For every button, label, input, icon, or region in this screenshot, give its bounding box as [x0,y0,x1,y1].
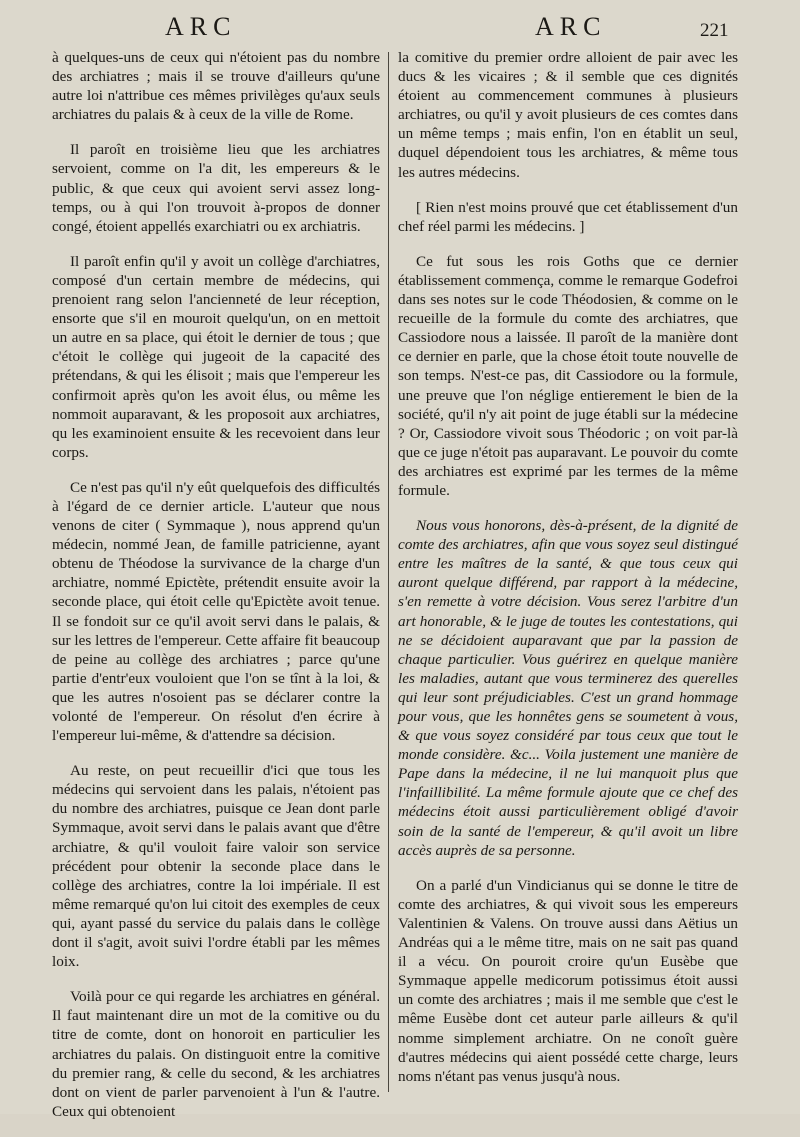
paragraph: Au reste, on peut recueillir d'ici que tous les médecins qui servoient dans les palais, n'étoient pas du nombre des archiatres, puisque ce Jean dont parle Symmaque, avoit servi dans le palais avant que d'être archiatre, & qu'il vouloit faire valoir son service précédent pour obtenir la seconde place dans le collège des archiatres, contre la loi impériale. Il est même remarqué qu'on lui citoit des exemples de ceux qui, ayant passé du service du palais dans le collège dont il s'agit, avoit suivi l'ordre établi par les mêmes loix. [52,762,380,971]
right-column [398,48,738,1102]
paragraph: Ce fut sous les rois Goths que ce dernier établissement commença, comme le remarque Godefroi dans ses notes sur le code Théodosien, & comme on le recueille de la formule du comte des archiatres, que Cassiodore nous a laissée. Il paroît de la manière dont ce dernier en parle, que la chose étoit toute nouvelle de son temps. N'est-ce pas, dit Cassiodore ou la formule, une preuve que l'on néglige entierement le bien de la société, qu'il n'y ait point de juge établi sur la médecine ? Or, Cassiodore vivoit sous Théodoric ; on voit par-là que ce juge n'étoit pas auparavant. Le pouvoir du comte des archiatres est exprimé par les termes de la même formule. [398,252,738,499]
paragraph: Voilà pour ce qui regarde les archiatres en général. Il faut maintenant dire un mot de la comitive ou du titre de comte, dont on honoroit en particulier les archiatres du palais. On distinguoit entre la comitive du premier rang, & celle du second, & les archiatres dont on vient de parler parvenoient à l'un & l'autre. Ceux qui obtenoient [52,988,380,1120]
header-left-title: ARC [165,12,237,41]
paragraph: Il paroît enfin qu'il y avoit un collège d'archiatres, composé d'un certain membre de médecins, qui prenoient rang selon l'ancienneté de leur réception, ensorte que s'il en mouroit quelqu'un, on en mettoit un autre en sa place, qui étoit le dernier de tous ; que c'étoit le collège qui jugeoit de la capacité des prétendans, & qui les élisoit ; mais que l'empereur les confirmoit après qu'on les avoit élus, ou même les nommoit auparavant, & les proposoit aux archiatres, qu les examinoient ensuite & les recevoient dans leur corps. [52,252,380,461]
left-column [52,48,380,1137]
editorial-note: [ Rien n'est moins prouvé que cet établissement d'un chef réel parmi les médecins. ] [398,198,738,235]
paragraph: à quelques-uns de ceux qui n'étoient pas du nombre des archiatres ; mais il se trouve d'ailleurs qu'une autre loi n'attribue ces mêmes privilèges qu'aux seuls archiatres du palais & à ceux de la ville de Rome. [52,49,380,124]
paragraph: Il paroît en troisième lieu que les archiatres servoient, comme on l'a dit, les empereurs & le public, & que ceux qui avoient servi assez long-temps, ou à qui l'on trouvoit à-propos de donner congé, étoient appellés exarchiatri ou ex archiatris. [52,141,380,235]
paragraph: Ce n'est pas qu'il n'y eût quelquefois des difficultés à l'égard de ce dernier article. L'auteur que nous venons de citer ( Symmaque ), nous apprend qu'un médecin, nommé Jean, de famille patricienne, ayant obtenu de Théodose la survivance de la charge d'un archiatre, nommé Epictète, prétendit ensuite avoir la seconde place, qui étoit celle qu'Epictète avoit tenue. Il se fondoit sur ce qu'il avoit servi dans le palais, & sur les lettres de l'empereur. Cette affaire fit beaucoup de peine au collège des archiatres ; parce qu'une partie d'entr'eux vouloient que l'on se tînt à la loi, & que les autres n'osoient pas se déclarer contre la volonté de l'empereur. On résolut d'en écrire à l'empereur lui-même, & d'attendre sa décision. [52,478,380,745]
header-right-title: ARC [535,12,607,41]
column-divider [388,52,389,1092]
paragraph: la comitive du premier ordre alloient de pair avec les ducs & les vicaires ; & il semble que ces dignités étoient au commencement communes à plusieurs archiatres, ou qu'il y avoit plusieurs de ces comtes dans un même temps ; mais enfin, l'on en établit un seul, duquel dépendoient tous les archiatres, & même tous les autres médecins. [398,49,738,181]
quoted-formula: Nous vous honorons, dès-à-présent, de la dignité de comte des archiatres, afin que vous soyez seul distingué entre les maîtres de la santé, & que tous ceux qui auront quelque différend, par rapport à la médecine, s'en remette à votre décision. Vous serez l'arbitre d'un art honorable, & le juge de toutes les contestations, qui ne se décidoient auparavant que par la passion de chaque particulier. Vous guérirez en quelque manière les maladies, autant que vous terminerez des querelles qui leur sont préjudiciables. C'est un grand hommage pour vous, que les honnêtes gens se soumetent à vous, & que vous soyez considéré par tous ceux que tout le monde considère. &c... Voila justement une manière de Pape dans la médecine, il ne lui manquoit plus que l'infaillibilité. La même formule ajoute que ce chef des médecins étoit aussi particulièrement obligé d'avoir soin de la santé de l'empereur, & qu'il avoit un libre accès auprès de sa personne. [398,517,738,859]
running-header [0,12,800,46]
page-number: 221 [700,20,729,41]
paragraph: On a parlé d'un Vindicianus qui se donne le titre de comte des archiatres, & qui vivoit sous les empereurs Valentinien & Valens. On trouve aussi dans Aëtius un Andréas qui a le même titre, mais on ne sait pas quand il a vécu. On pouroit croire qu'un Eusèbe que Symmaque appelle medicorum potissimus étoit aussi un comte des archiatres ; mais il me semble que c'est le même Eusèbe dont cet auteur parle ailleurs & qu'il nomme simplement archiatre. On ne conoît guère d'autres médecins qui aient possédé cette charge, leurs noms n'étant pas venus jusqu'à nous. [398,876,738,1085]
